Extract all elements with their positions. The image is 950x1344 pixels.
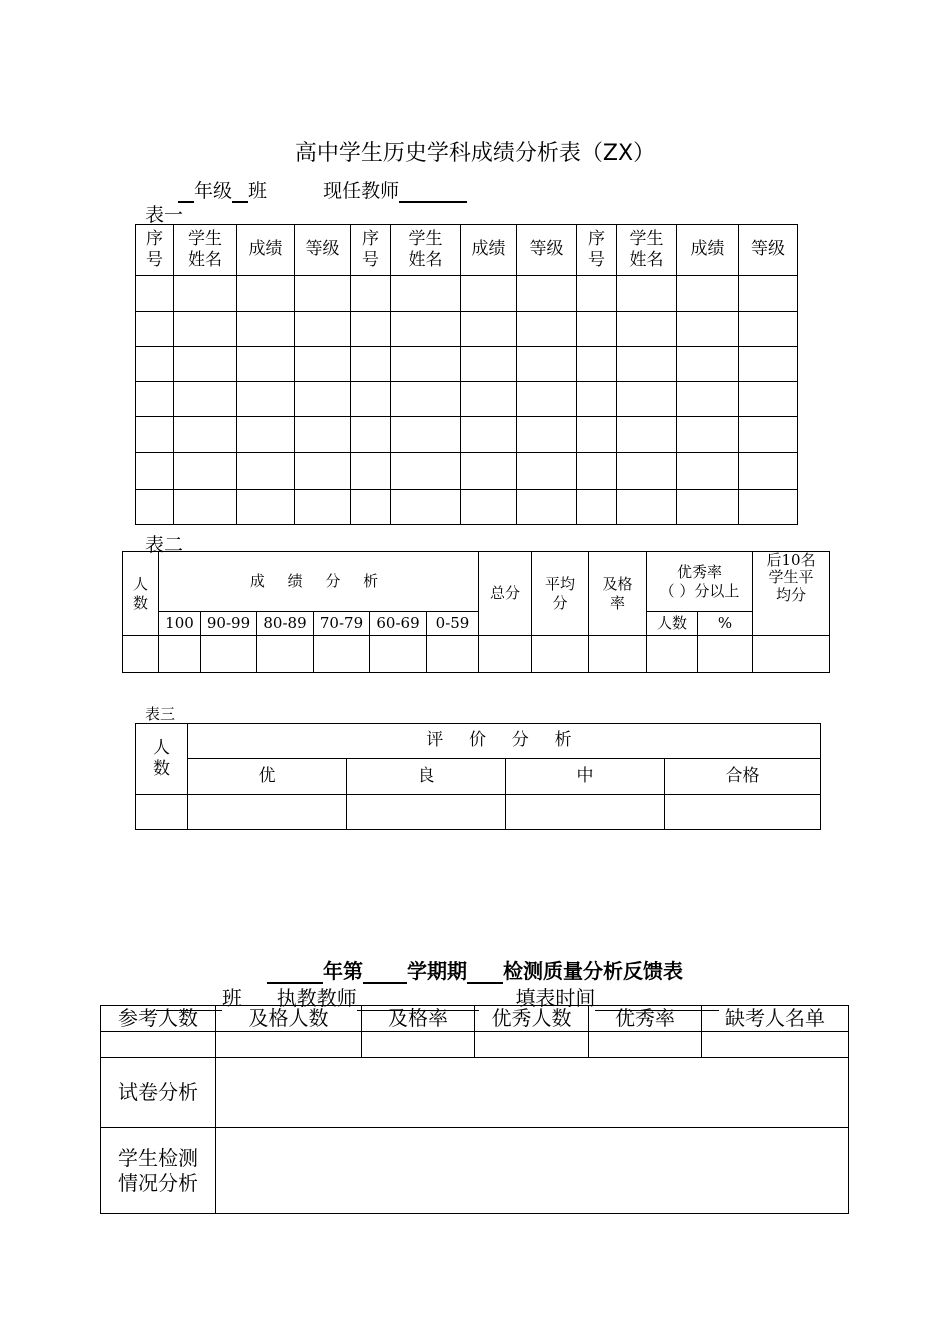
header-excellent-people: 人数 [647, 612, 698, 636]
header-grade: 等级 [295, 225, 351, 276]
feedback-table [100, 1005, 849, 1214]
header-exam-count: 参考人数 [101, 1006, 216, 1032]
table-cell[interactable] [617, 490, 677, 525]
level-good: 良 [347, 759, 506, 795]
table-cell[interactable] [295, 382, 351, 417]
table-cell[interactable] [295, 276, 351, 312]
score-distribution-table [122, 551, 830, 673]
table-cell[interactable] [461, 347, 517, 382]
table-cell[interactable] [517, 453, 577, 490]
paper-analysis-cell[interactable] [216, 1058, 849, 1128]
evaluation-table [135, 723, 821, 830]
term-blank[interactable] [467, 961, 503, 984]
excellent-rate-label: 优秀率 [677, 562, 723, 581]
table-cell[interactable] [739, 490, 798, 525]
header-excellent-percent: % [698, 612, 753, 636]
table-cell[interactable] [159, 636, 201, 673]
table-row [136, 417, 798, 453]
header-bottom10-average: 后10名学生平均分 [753, 552, 830, 636]
table-cell[interactable] [479, 636, 532, 673]
table-cell[interactable] [136, 795, 188, 830]
header-absent-list: 缺考人名单 [702, 1006, 849, 1032]
header-count: 人数 [136, 724, 188, 795]
student-analysis-label: 学生检测情况分析 [101, 1128, 216, 1214]
table-cell[interactable] [461, 276, 517, 312]
header-index: 序号 [136, 225, 174, 276]
table-cell[interactable] [136, 347, 174, 382]
header-student-name: 学生姓名 [617, 225, 677, 276]
table-cell[interactable] [391, 276, 461, 312]
header-score-analysis: 成 绩 分 析 [159, 552, 479, 612]
table-cell[interactable] [589, 636, 647, 673]
table-row [136, 795, 821, 830]
range-100: 100 [159, 612, 201, 636]
table-cell[interactable] [295, 453, 351, 490]
teacher-label: 现任教师 [323, 180, 400, 202]
table-cell[interactable] [295, 312, 351, 347]
excellent-threshold-label: （ ）分以上 [659, 581, 740, 600]
table2-label: 表二 [145, 534, 184, 556]
table-cell[interactable] [136, 312, 174, 347]
feedback-date-label: 填表时间 [515, 986, 596, 1010]
header-pass-rate: 及格率 [589, 552, 647, 636]
table-cell[interactable] [617, 276, 677, 312]
header-excellent-count: 优秀人数 [475, 1006, 589, 1032]
table-cell[interactable] [237, 490, 295, 525]
table-cell[interactable] [577, 382, 617, 417]
table1-label: 表一 [145, 204, 184, 226]
table-cell[interactable] [237, 347, 295, 382]
table-cell[interactable] [517, 382, 577, 417]
header-pass-count: 及格人数 [216, 1006, 362, 1032]
table-row [136, 312, 798, 347]
table-cell[interactable] [739, 417, 798, 453]
table-cell[interactable] [237, 417, 295, 453]
table-cell[interactable] [532, 636, 589, 673]
table-cell[interactable] [577, 312, 617, 347]
grade-label: 年级 [194, 180, 233, 202]
table-cell[interactable] [461, 417, 517, 453]
table-cell[interactable] [461, 490, 517, 525]
table-cell[interactable] [677, 347, 739, 382]
header-score: 成绩 [237, 225, 295, 276]
table-cell[interactable] [698, 636, 753, 673]
feedback-title-semester: 学期期 [407, 959, 467, 983]
header-score: 成绩 [461, 225, 517, 276]
table-cell[interactable] [351, 382, 391, 417]
table-cell[interactable] [174, 347, 237, 382]
range-80-89: 80-89 [257, 612, 314, 636]
header-index: 序号 [577, 225, 617, 276]
range-90-99: 90-99 [201, 612, 257, 636]
class-blank[interactable] [232, 181, 248, 203]
table-cell[interactable] [123, 636, 159, 673]
table-cell[interactable] [577, 490, 617, 525]
table-cell[interactable] [391, 417, 461, 453]
level-excellent: 优 [188, 759, 347, 795]
table-cell[interactable] [174, 276, 237, 312]
score-list-table [135, 224, 798, 525]
header-excellent [647, 552, 753, 612]
table-cell[interactable] [589, 1032, 702, 1058]
header-count: 人数 [123, 552, 159, 636]
table-row [136, 453, 798, 490]
table-cell[interactable] [314, 636, 370, 673]
table-cell[interactable] [237, 276, 295, 312]
class-info-line [178, 176, 467, 203]
table-cell[interactable] [461, 382, 517, 417]
table-cell[interactable] [517, 347, 577, 382]
table-cell[interactable] [237, 453, 295, 490]
table-cell[interactable] [677, 382, 739, 417]
table-cell[interactable] [677, 417, 739, 453]
header-pass-rate: 及格率 [362, 1006, 475, 1032]
table-cell[interactable] [702, 1032, 849, 1058]
table-cell[interactable] [295, 347, 351, 382]
table-cell[interactable] [351, 417, 391, 453]
table-cell[interactable] [739, 453, 798, 490]
header-grade: 等级 [517, 225, 577, 276]
table-cell[interactable] [577, 417, 617, 453]
table-cell[interactable] [351, 453, 391, 490]
table-cell[interactable] [475, 1032, 589, 1058]
page-title: 高中学生历史学科成绩分析表（ZX） [294, 141, 656, 166]
table-cell[interactable] [257, 636, 314, 673]
table-cell[interactable] [216, 1032, 362, 1058]
table-cell[interactable] [517, 490, 577, 525]
table-cell[interactable] [237, 312, 295, 347]
table-cell[interactable] [201, 636, 257, 673]
range-60-69: 60-69 [370, 612, 427, 636]
table-cell[interactable] [174, 490, 237, 525]
table-cell[interactable] [617, 417, 677, 453]
table3-label: 表三 [145, 705, 176, 723]
semester-blank[interactable] [363, 961, 407, 984]
feedback-title-rest: 检测质量分析反馈表 [503, 959, 683, 983]
table-row [136, 382, 798, 417]
table-cell[interactable] [461, 312, 517, 347]
table-cell[interactable] [739, 276, 798, 312]
header-student-name: 学生姓名 [391, 225, 461, 276]
table-cell[interactable] [351, 347, 391, 382]
table-cell[interactable] [517, 276, 577, 312]
table-cell[interactable] [174, 453, 237, 490]
header-average: 平均分 [532, 552, 589, 636]
table-cell[interactable] [427, 636, 479, 673]
table-cell[interactable] [136, 417, 174, 453]
range-70-79: 70-79 [314, 612, 370, 636]
table-cell[interactable] [577, 347, 617, 382]
table-cell[interactable] [617, 347, 677, 382]
table-cell[interactable] [517, 312, 577, 347]
table-cell[interactable] [391, 347, 461, 382]
table-row [136, 347, 798, 382]
table1-header-row [136, 225, 798, 276]
header-total: 总分 [479, 552, 532, 636]
teacher-blank[interactable] [399, 181, 467, 203]
table-cell[interactable] [188, 795, 347, 830]
table-cell[interactable] [517, 417, 577, 453]
table-cell[interactable] [347, 795, 506, 830]
table-cell[interactable] [753, 636, 830, 673]
table-cell[interactable] [677, 276, 739, 312]
table-row [101, 1032, 849, 1058]
table-cell[interactable] [174, 382, 237, 417]
feedback-title [0, 955, 950, 984]
table-cell[interactable] [617, 453, 677, 490]
table-cell[interactable] [577, 453, 617, 490]
header-index: 序号 [351, 225, 391, 276]
table-cell[interactable] [351, 312, 391, 347]
feedback-teacher-label: 执教教师 [276, 986, 357, 1010]
table-cell[interactable] [136, 490, 174, 525]
table-cell[interactable] [362, 1032, 475, 1058]
table-cell[interactable] [351, 490, 391, 525]
table-cell[interactable] [739, 347, 798, 382]
header-excellent-rate: 优秀率 [589, 1006, 702, 1032]
table-cell[interactable] [391, 453, 461, 490]
table-cell[interactable] [739, 312, 798, 347]
table-cell[interactable] [295, 417, 351, 453]
table-cell[interactable] [174, 312, 237, 347]
table-cell[interactable] [237, 382, 295, 417]
table-row [136, 490, 798, 525]
table-cell[interactable] [351, 276, 391, 312]
year-blank[interactable] [267, 961, 323, 984]
table-cell[interactable] [136, 276, 174, 312]
table-cell[interactable] [577, 276, 617, 312]
table-cell[interactable] [506, 795, 665, 830]
table-cell[interactable] [136, 382, 174, 417]
paper-analysis-label: 试卷分析 [101, 1058, 216, 1128]
table-cell[interactable] [617, 312, 677, 347]
feedback-title-year: 年第 [323, 959, 363, 983]
student-analysis-cell[interactable] [216, 1128, 849, 1214]
feedback-class-label: 班 [222, 986, 242, 1010]
range-0-59: 0-59 [427, 612, 479, 636]
class-label: 班 [248, 180, 268, 202]
header-evaluation: 评 价 分 析 [188, 724, 821, 759]
table-cell[interactable] [391, 490, 461, 525]
table-cell[interactable] [461, 453, 517, 490]
table-cell[interactable] [647, 636, 698, 673]
table-cell[interactable] [391, 312, 461, 347]
header-score: 成绩 [677, 225, 739, 276]
table-cell[interactable] [665, 795, 821, 830]
table-cell[interactable] [617, 382, 677, 417]
table-cell[interactable] [677, 490, 739, 525]
table-cell[interactable] [370, 636, 427, 673]
header-grade: 等级 [739, 225, 798, 276]
table-cell[interactable] [677, 453, 739, 490]
table-cell[interactable] [174, 417, 237, 453]
table-cell[interactable] [295, 490, 351, 525]
table-row [123, 636, 830, 673]
header-student-name: 学生姓名 [174, 225, 237, 276]
table-cell[interactable] [677, 312, 739, 347]
table-cell[interactable] [101, 1032, 216, 1058]
table-cell[interactable] [391, 382, 461, 417]
table-cell[interactable] [136, 453, 174, 490]
table-cell[interactable] [739, 382, 798, 417]
table-row [136, 276, 798, 312]
level-pass: 合格 [665, 759, 821, 795]
level-medium: 中 [506, 759, 665, 795]
